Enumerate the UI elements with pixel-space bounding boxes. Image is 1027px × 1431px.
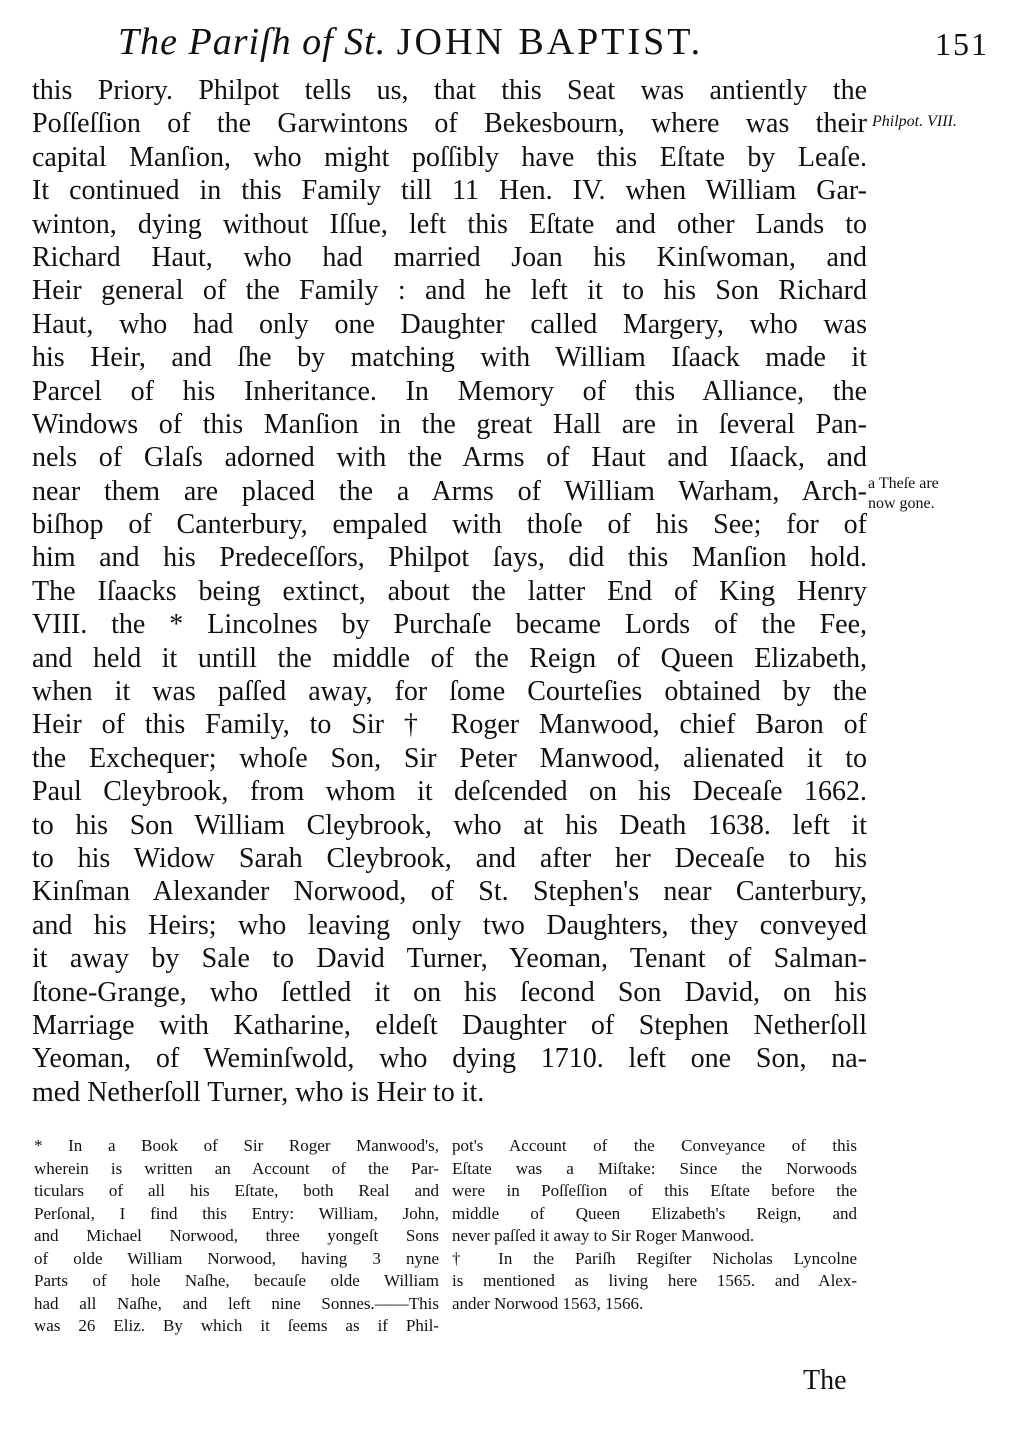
text-line: Richard Haut, who had married Joan his Kinſwoman, and	[32, 241, 867, 273]
text-line: near them are placed the a Arms of William Warham, Arch-	[32, 475, 867, 507]
margin-note-philpot-text: Philpot. VIII.	[872, 113, 957, 130]
footnote-line: middle of Queen Elizabeth's Reign, and	[452, 1203, 857, 1223]
text-line: capital Manſion, who might poſſibly have this Eſtate by Leaſe.	[32, 141, 867, 173]
text-line: his Heir, and ſhe by matching with William Iſaack made it	[32, 342, 867, 374]
text-line: Parcel of his Inheritance. In Memory of this Alliance, the	[32, 375, 867, 407]
text-line: ſtone-Grange, who ſettled it on his ſecond Son David, on his	[32, 976, 867, 1008]
text-line: the Exchequer; whoſe Son, Sir Peter Manwood, alienated it to	[32, 742, 867, 774]
text-line: Haut, who had only one Daughter called Margery, who was	[32, 308, 867, 340]
text-line: VIII. the * Lincolnes by Purchaſe became Lords of the Fee,	[32, 609, 867, 641]
margin-note-philpot	[872, 112, 957, 132]
text-line: Marriage with Katharine, eldeſt Daughter of Stephen Netherſoll	[32, 1009, 867, 1041]
footnote-line: Eſtate was a Miſtake: Since the Norwoods	[452, 1158, 857, 1178]
catchword: The	[803, 1365, 847, 1396]
footnote-line: is mentioned as living here 1565. and Alex-	[452, 1271, 857, 1290]
margin-note-a-line2: now gone.	[868, 495, 935, 512]
margin-note-a	[868, 474, 939, 514]
footnote-line: had all Naſhe, and left nine Sonnes.——This	[34, 1293, 439, 1313]
footnote-line: † In the Pariſh Regiſter Nicholas Lyncolne	[452, 1248, 857, 1268]
text-line: when it was paſſed away, for ſome Courteſies obtained by the	[32, 676, 867, 708]
text-line: it away by Sale to David Turner, Yeoman, Tenant of Salman-	[32, 943, 867, 975]
text-line: to his Son William Cleybrook, who at his Death 1638. left it	[32, 809, 867, 841]
text-line: winton, dying without Iſſue, left this Eſtate and other Lands to	[32, 208, 867, 240]
text-line: and his Heirs; who leaving only two Daughters, they conveyed	[32, 909, 867, 941]
text-line: biſhop of Canterbury, empaled with thoſe of his See; for of	[32, 509, 867, 541]
footnote-line: pot's Account of the Conveyance of this	[452, 1136, 857, 1155]
running-header	[118, 20, 878, 70]
footnote-line: Parts of hole Naſhe, becauſe olde William	[34, 1271, 439, 1290]
text-line: Kinſman Alexander Norwood, of St. Stephen's near Canterbury,	[32, 876, 867, 908]
footnote-line: ticulars of all his Eſtate, both Real and	[34, 1181, 439, 1200]
text-line: Heir general of the Family : and he left it to his Son Richard	[32, 275, 867, 307]
footnote-line: * In a Book of Sir Roger Manwood's,	[34, 1136, 439, 1155]
main-text-block	[32, 74, 867, 1109]
footnote-line: Perſonal, I find this Entry: William, John,	[34, 1203, 439, 1223]
footnote-line: ander Norwood 1563, 1566.	[452, 1293, 644, 1313]
footnote-line: were in Poſſeſſion of this Eſtate before the	[452, 1181, 857, 1200]
footnote-line: and Michael Norwood, three yongeſt Sons	[34, 1226, 439, 1245]
running-title-caps: JOHN BAPTIST.	[396, 21, 704, 63]
page-number: 151	[935, 26, 989, 62]
text-line: this Priory. Philpot tells us, that this Seat was antiently the	[32, 75, 867, 106]
text-line: and held it untill the middle of the Reign of Queen Elizabeth,	[32, 642, 867, 674]
footnote-line: was 26 Eliz. By which it ſeems as if Phil-	[34, 1316, 439, 1335]
text-line: The Iſaacks being extinct, about the latter End of King Henry	[32, 575, 867, 607]
running-title-prefix: The Pariſh of St.	[118, 21, 387, 63]
text-line-last: med Netherſoll Turner, who is Heir to it.	[32, 1076, 485, 1108]
text-line: Poſſeſſion of the Garwintons of Bekesbourn, where was their	[32, 108, 867, 140]
text-line: Heir of this Family, to Sir † Roger Manwood, chief Baron of	[32, 709, 867, 741]
text-line: Windows of this Manſion in the great Hall are in ſeveral Pan-	[32, 408, 867, 440]
footnote-column-left	[34, 1135, 439, 1338]
footnote-line: wherein is written an Account of the Par-	[34, 1158, 439, 1178]
footnote-line: of olde William Norwood, having 3 nyne	[34, 1248, 439, 1268]
margin-note-a-line1: a Theſe are	[868, 475, 939, 492]
text-line: him and his Predeceſſors, Philpot ſays, did this Manſion hold.	[32, 542, 867, 574]
text-line: nels of Glaſs adorned with the Arms of Haut and Iſaack, and	[32, 442, 867, 474]
text-line: Paul Cleybrook, from whom it deſcended on his Deceaſe 1662.	[32, 776, 867, 808]
text-line: to his Widow Sarah Cleybrook, and after her Deceaſe to his	[32, 842, 867, 874]
footnote-column-right	[452, 1135, 857, 1315]
footnote-line: never paſſed it away to Sir Roger Manwood.	[452, 1226, 755, 1245]
text-line: It continued in this Family till 11 Hen. IV. when William Gar-	[32, 175, 867, 207]
text-line: Yeoman, of Weminſwold, who dying 1710. left one Son, na-	[32, 1043, 867, 1075]
